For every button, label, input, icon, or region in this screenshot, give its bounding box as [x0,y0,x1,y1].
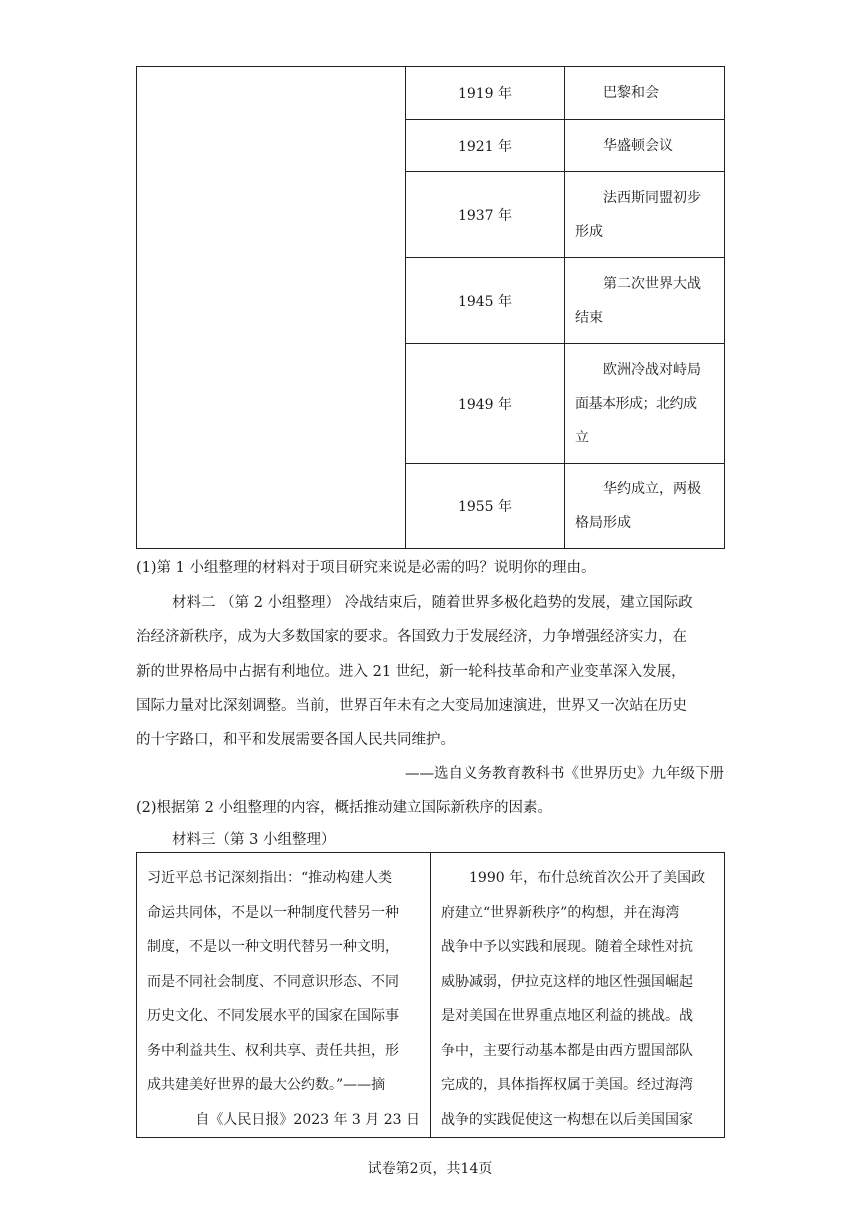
event-line: 结束 [575,309,603,326]
event-line: 欧洲冷战对峙局 [603,361,701,378]
left-line: 制度，不是以一种文明代替另一种文明， [147,939,399,955]
material-2-source: ——选自义务教育教科书《世界历史》九年级下册 [405,766,724,782]
event-line: 华约成立，两极 [603,481,701,497]
left-line: 自《人民日报》2023 年 3 月 23 日 [195,1111,420,1128]
timeline-year: 1919 年 [406,67,565,120]
event-line: 立 [575,429,589,446]
material-2-line: 国际力量对比深刻调整。当前，世界百年未有之大变局加速演进，世界又一次站在历史 [136,698,687,714]
question-2: (2)根据第 2 小组整理的内容，概括推动建立国际新秩序的因素。 [136,800,552,816]
right-line: 完成的，具体指挥权属于美国。经过海湾 [441,1077,693,1093]
left-line: 务中利益共生、权利共享、责任共担，形 [147,1042,399,1059]
right-line: 府建立“世界新秩序”的构想，并在海湾 [441,904,680,921]
page-footer: 试卷第2页，共14页 [367,1161,493,1177]
right-line: 威胁减弱，伊拉克这样的地区性强国崛起 [441,973,693,990]
material-2-line: 的十字路口，和平和发展需要各国人民共同维护。 [136,732,455,748]
event-line: 第二次世界大战 [603,275,701,292]
material-2-line: 材料二 （第 2 小组整理） 冷战结束后，随着世界多极化趋势的发展，建立国际政 [172,595,693,611]
material-2-line: 新的世界格局中占据有利地位。进入 21 世纪，新一轮科技革命和产业变革深入发展， [136,664,686,680]
timeline-event [565,464,725,549]
material-3-right-cell [431,853,725,1138]
left-line: 而是不同社会制度、不同意识形态、不同 [147,973,399,990]
event-line: 面基本形成；北约成 [575,395,697,412]
timeline-event [565,172,725,258]
event-line: 华盛顿会议 [603,137,673,154]
timeline-event [565,344,725,464]
right-line: 1990 年，布什总统首次公开了美国政 [469,870,706,886]
left-line: 命运共同体，不是以一种制度代替另一种 [147,904,399,921]
left-line: 成共建美好世界的最大公约数。”——摘 [147,1077,386,1093]
material-3-table [136,852,725,1138]
left-line: 习近平总书记深刻指出：“推动构建人类 [147,870,393,886]
right-line: 争中，主要行动基本都是由西方盟国部队 [441,1042,693,1059]
event-line: 巴黎和会 [603,85,659,101]
timeline-event [565,120,725,172]
timeline-year: 1949 年 [406,344,565,464]
question-1: (1)第 1 小组整理的材料对于项目研究来说是必需的吗？说明你的理由。 [136,560,596,576]
timeline-event [565,67,725,120]
right-line: 是对美国在世界重点地区利益的挑战。战 [441,1008,693,1024]
right-line: 战争的实践促使这一构想在以后美国国家 [441,1111,693,1128]
timeline-table [136,66,725,549]
material-2-line: 治经济新秩序，成为大多数国家的要求。各国致力于发展经济，力争增强经济实力，在 [136,629,687,645]
timeline-year: 1945 年 [406,258,565,344]
left-line: 历史文化、不同发展水平的国家在国际事 [147,1008,399,1024]
event-line: 格局形成 [575,515,631,531]
timeline-year: 1921 年 [406,120,565,172]
material-3-left-cell [137,853,431,1138]
timeline-empty-cell [137,67,406,549]
event-line: 形成 [575,223,603,240]
timeline-event [565,258,725,344]
material-3-title: 材料三（第 3 小组整理） [172,832,336,848]
timeline-year: 1955 年 [406,464,565,549]
right-line: 战争中予以实践和展现。随着全球性对抗 [441,939,693,955]
timeline-year: 1937 年 [406,172,565,258]
event-line: 法西斯同盟初步 [603,189,701,206]
